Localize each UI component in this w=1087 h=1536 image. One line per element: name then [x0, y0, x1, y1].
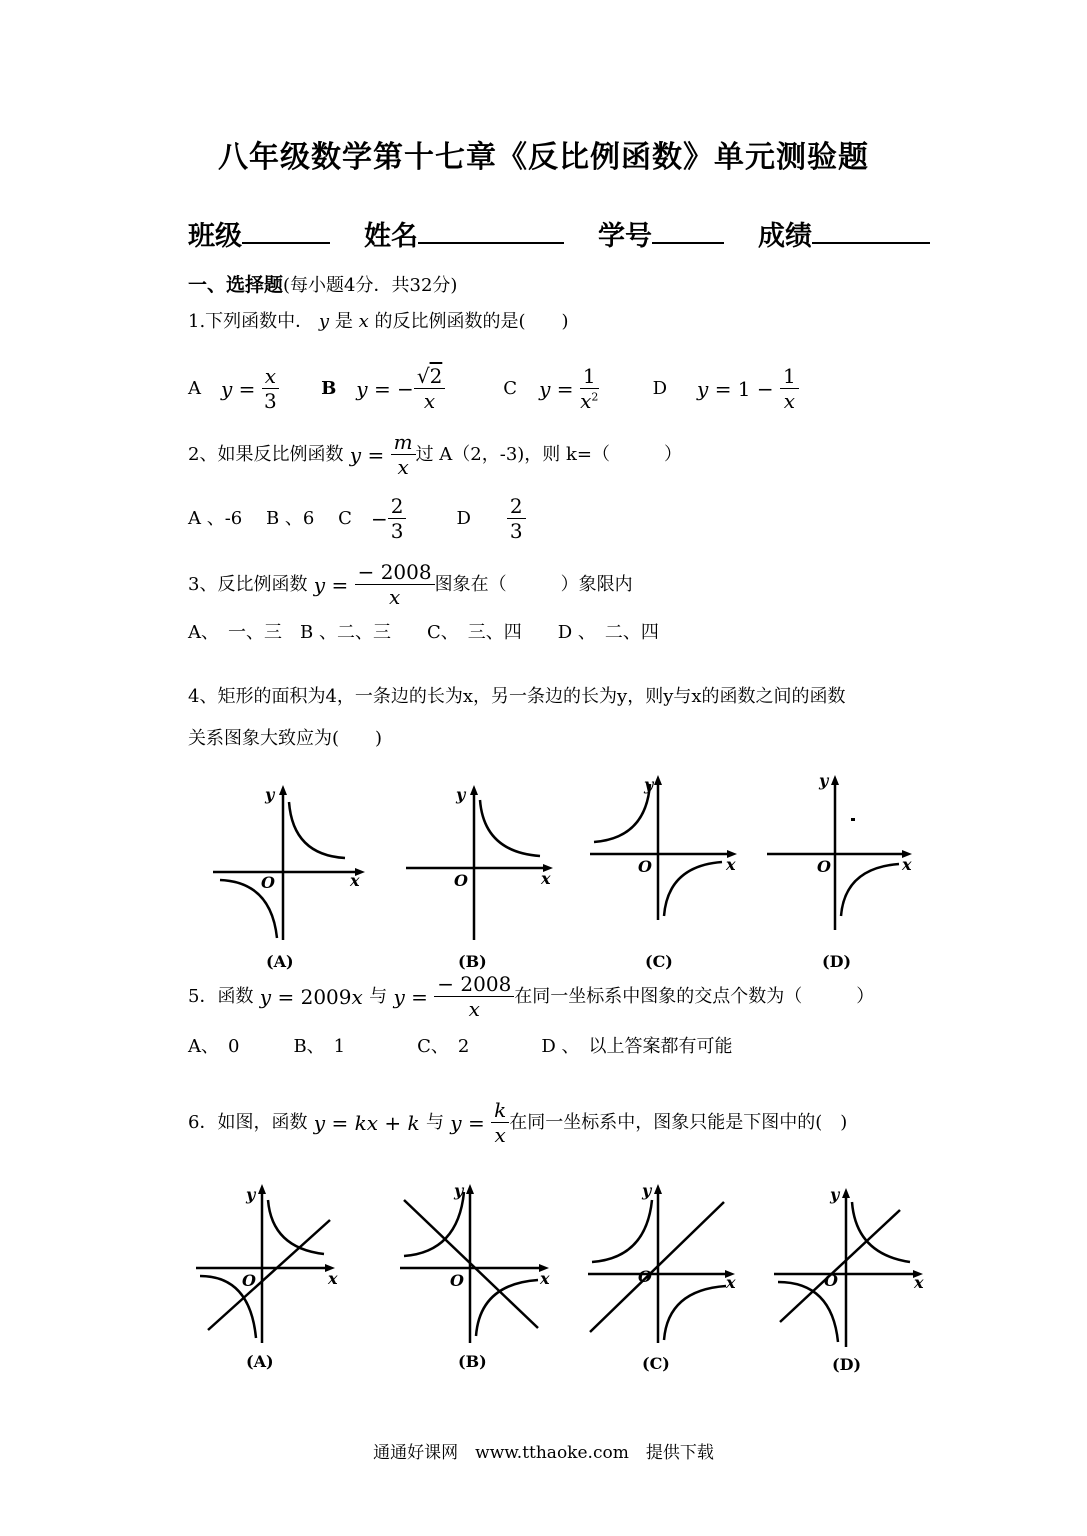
class-label: 班级: [188, 221, 242, 252]
q6b-x-label: x: [540, 1269, 550, 1288]
q3-text-b: 图象在（ ）象限内: [434, 573, 633, 595]
question-4-line-2: 关系图象大致应为( ): [188, 728, 383, 749]
q4c-x-label: x: [726, 855, 736, 874]
section-title: 一、选择题: [188, 274, 284, 296]
question-5-options: A、 0 B、 1 C、 2 D 、 以上答案都有可能: [188, 1036, 733, 1057]
q5-text-b: 与: [369, 985, 388, 1007]
q4-caption-b: (B): [458, 952, 487, 971]
q1-var-y: y: [318, 311, 330, 332]
q6-text-b: 与: [425, 1111, 444, 1133]
q1-text-a: 1.下列函数中．: [188, 311, 314, 332]
page-title: 八年级数学第十七章《反比例函数》单元测验题: [218, 140, 869, 175]
q4d-origin-label: O: [817, 857, 831, 876]
q6-graph-c[interactable]: [584, 1178, 744, 1348]
q4-graph-a[interactable]: [205, 780, 375, 950]
q4a-origin-label: O: [261, 873, 275, 892]
q2-option-d-fraction: $\frac{2}{3}$: [507, 496, 526, 541]
q1-text-b: 是: [334, 311, 353, 332]
q5-fraction: $\frac{- 2008}{x}$: [434, 974, 514, 1019]
q6-caption-b: (B): [458, 1352, 487, 1371]
q5-text-a: 5．函数: [188, 985, 254, 1007]
q6a-origin-label: O: [242, 1271, 256, 1290]
q4b-origin-label: O: [454, 871, 468, 890]
q1-option-b-fraction: $\frac{√2}{x}$: [414, 366, 445, 411]
q4c-y-label: y: [644, 775, 654, 794]
q6a-x-label: x: [328, 1269, 338, 1288]
q4d-x-label: x: [902, 855, 912, 874]
q6-fraction: $\frac{k}{x}$: [491, 1100, 509, 1145]
q1-text-c: 的反比例函数的是( ): [374, 311, 569, 332]
student-info-row: [188, 214, 930, 253]
q6c-x-label: x: [726, 1273, 736, 1292]
q6c-y-label: y: [642, 1181, 652, 1200]
q6b-y-label: y: [454, 1181, 464, 1200]
q4-caption-a: (A): [266, 952, 294, 971]
q2-option-d-label: D: [456, 507, 471, 529]
q2-option-c-fraction: $\frac{2}{3}$: [388, 496, 407, 541]
q6d-x-label: x: [914, 1273, 924, 1292]
q5-text-c: 在同一坐标系中图象的交点个数为（ ）: [514, 985, 875, 1007]
question-2-stem: 2、如果反比例函数 y = $\frac{m}{x}$ 过 A（2，-3)，则 k=（ ）: [188, 430, 683, 479]
q6-text-c: 在同一坐标系中，图象只能是下图中的( ): [509, 1111, 848, 1133]
section-note: (每小题4分．共32分): [283, 275, 458, 296]
question-3-options: A、 一、三 B 、二、三 C、 三、四 D 、 二、四: [188, 622, 659, 643]
q6-caption-a: (A): [246, 1352, 274, 1371]
score-label: 成绩: [758, 221, 812, 252]
q1-option-c-fraction: $\frac{1}{x^2}$: [580, 364, 599, 413]
question-2-options: A 、-6 B 、6 C − $\frac{2}{3}$ D $\frac{2}{3}$: [188, 496, 526, 541]
number-label: 学号: [598, 221, 652, 252]
q1-option-d-label: D: [652, 377, 668, 399]
question-1-stem: [188, 313, 569, 331]
q2-text-b: 过 A（2，-3)，则 k=（ ）: [415, 443, 683, 465]
question-5-stem: 5．函数 y = 2009x 与 y = $\frac{- 2008}{x}$ 在同一坐标系中图象的交点个数为（ ）: [188, 972, 875, 1021]
q4c-origin-label: O: [638, 857, 652, 876]
q3-fraction: $\frac{- 2008}{x}$: [355, 562, 435, 607]
question-1-options: A y = $\frac{x}{3}$ B y = − $\frac{√2}{x}$ C y = $\frac{1}{x^2}$ D y = 1 − $\frac{1}{x}$: [188, 366, 799, 411]
q1-option-a-label: A: [188, 377, 201, 399]
q4b-x-label: x: [541, 869, 551, 888]
q6a-y-label: y: [246, 1185, 256, 1204]
q4d-y-label: y: [819, 771, 829, 790]
question-4-line-1: 4、矩形的面积为4，一条边的长为x，另一条边的长为y，则y与x的函数之间的函数: [188, 686, 846, 707]
q6-caption-d: (D): [832, 1355, 862, 1374]
q6c-origin-label: O: [638, 1267, 652, 1286]
question-6-stem: 6．如图，函数 y = kx + k 与 y = $\frac{k}{x}$ 在同一坐标系中，图象只能是下图中的( ): [188, 1098, 848, 1147]
score-blank[interactable]: [812, 214, 930, 244]
q6-text-a: 6．如图，函数: [188, 1111, 308, 1133]
q6-graph-d[interactable]: [772, 1182, 932, 1352]
q2-fraction: $\frac{m}{x}$: [391, 432, 416, 477]
q1-var-x: x: [358, 311, 369, 332]
q1-option-a-fraction: $\frac{x}{3}$: [262, 366, 279, 411]
class-blank[interactable]: [242, 214, 330, 244]
q1-option-c-label: C: [503, 377, 518, 399]
q1-option-b-label: B: [321, 377, 337, 399]
name-blank[interactable]: [418, 214, 564, 244]
q6-caption-c: (C): [642, 1354, 670, 1373]
q3-text-a: 3、反比例函数: [188, 573, 308, 595]
section-heading: [188, 270, 457, 297]
number-blank[interactable]: [652, 214, 724, 244]
q6d-y-label: y: [830, 1185, 840, 1204]
q6d-origin-label: O: [824, 1271, 838, 1290]
question-3-stem: 3、反比例函数 y = $\frac{- 2008}{x}$ 图象在（ ）象限内: [188, 560, 633, 609]
q6-graph-b[interactable]: [398, 1178, 558, 1348]
q1-option-d-fraction: $\frac{1}{x}$: [780, 366, 799, 411]
q4a-x-label: x: [350, 871, 360, 890]
q4-graph-b[interactable]: [400, 780, 565, 950]
page-footer: 通通好课网 www.tthaoke.com 提供下载: [373, 1443, 714, 1463]
q4-graph-c[interactable]: [586, 770, 746, 930]
q2-text-a: 2、如果反比例函数: [188, 443, 344, 465]
q2-options-text: A 、-6 B 、6 C: [188, 507, 352, 529]
q4a-y-label: y: [265, 785, 275, 804]
q4-caption-d: (D): [822, 952, 852, 971]
q4b-y-label: y: [456, 785, 466, 804]
q4-caption-c: (C): [645, 952, 673, 971]
q6-graph-a[interactable]: [190, 1178, 350, 1348]
q6b-origin-label: O: [450, 1271, 464, 1290]
q4-graph-d[interactable]: [765, 770, 925, 935]
name-label: 姓名: [364, 221, 418, 252]
